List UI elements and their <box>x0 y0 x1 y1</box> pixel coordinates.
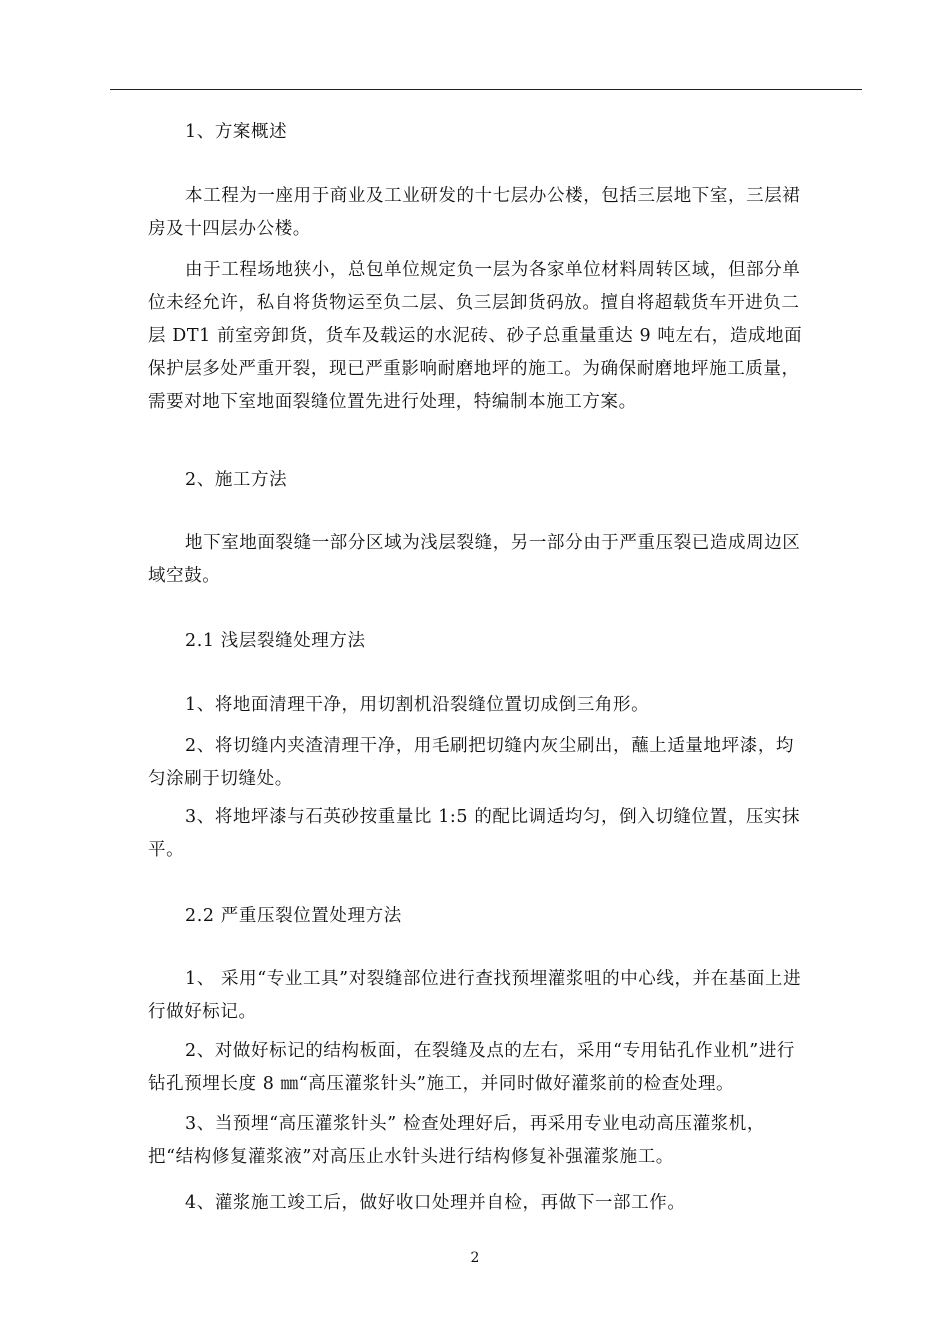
step-severe-2: 2、对做好标记的结构板面，在裂缝及点的左右，采用“专用钻孔作业机”进行钻孔预埋长度 8 ㎜“高压灌浆针头”施工，并同时做好灌浆前的检查处理。 <box>148 1041 796 1094</box>
heading-plan-overview: 1、方案概述 <box>185 122 288 142</box>
step-shallow-3: 3、将地坪漆与石英砂按重量比 1:5 的配比调适均匀，倒入切缝位置，压实抹平。 <box>148 807 801 860</box>
heading-shallow-crack-method: 2.1 浅层裂缝处理方法 <box>185 631 366 651</box>
step-severe-1: 1、 采用“专业工具”对裂缝部位进行查找预埋灌浆咀的中心线，并在基面上进行做好标记。 <box>148 969 802 1022</box>
page-number: 2 <box>470 1250 480 1266</box>
heading-construction-method: 2、施工方法 <box>185 470 288 490</box>
paragraph-crack-types: 地下室地面裂缝一部分区域为浅层裂缝，另一部分由于严重压裂已造成周边区域空鼓。 <box>148 533 801 586</box>
step-shallow-2: 2、将切缝内夹渣清理干净，用毛刷把切缝内灰尘刷出，蘸上适量地坪漆，均匀涂刷于切缝处。 <box>148 736 795 789</box>
step-severe-4: 4、灌浆施工竣工后，做好收口处理并自检，再做下一部工作。 <box>185 1193 686 1213</box>
paragraph-background: 由于工程场地狭小，总包单位规定负一层为各家单位材料周转区域，但部分单位未经允许，私自将货物运至负二层、负三层卸货码放。擅自将超载货车开进负二层 DT1 前室旁卸货，货车及载运的水泥砖、砂子总重量重达 9 吨左右，造成地面保护层多处严重开裂，现已严重影响耐磨地坪的施工。为确保耐磨地坪施工质量，需要对地下室地面裂缝位置先进行处理，特编制本施工方案。 <box>148 260 803 412</box>
header-rule <box>110 89 862 90</box>
heading-severe-crack-method: 2.2 严重压裂位置处理方法 <box>185 906 402 926</box>
step-severe-3: 3、当预埋“高压灌浆针头” 检查处理好后，再采用专业电动高压灌浆机，把“结构修复灌浆液”对高压止水针头进行结构修复补强灌浆施工。 <box>148 1114 765 1167</box>
step-shallow-1: 1、将地面清理干净，用切割机沿裂缝位置切成倒三角形。 <box>185 695 650 715</box>
paragraph-project-description: 本工程为一座用于商业及工业研发的十七层办公楼，包括三层地下室，三层裙房及十四层办公楼。 <box>148 186 801 239</box>
